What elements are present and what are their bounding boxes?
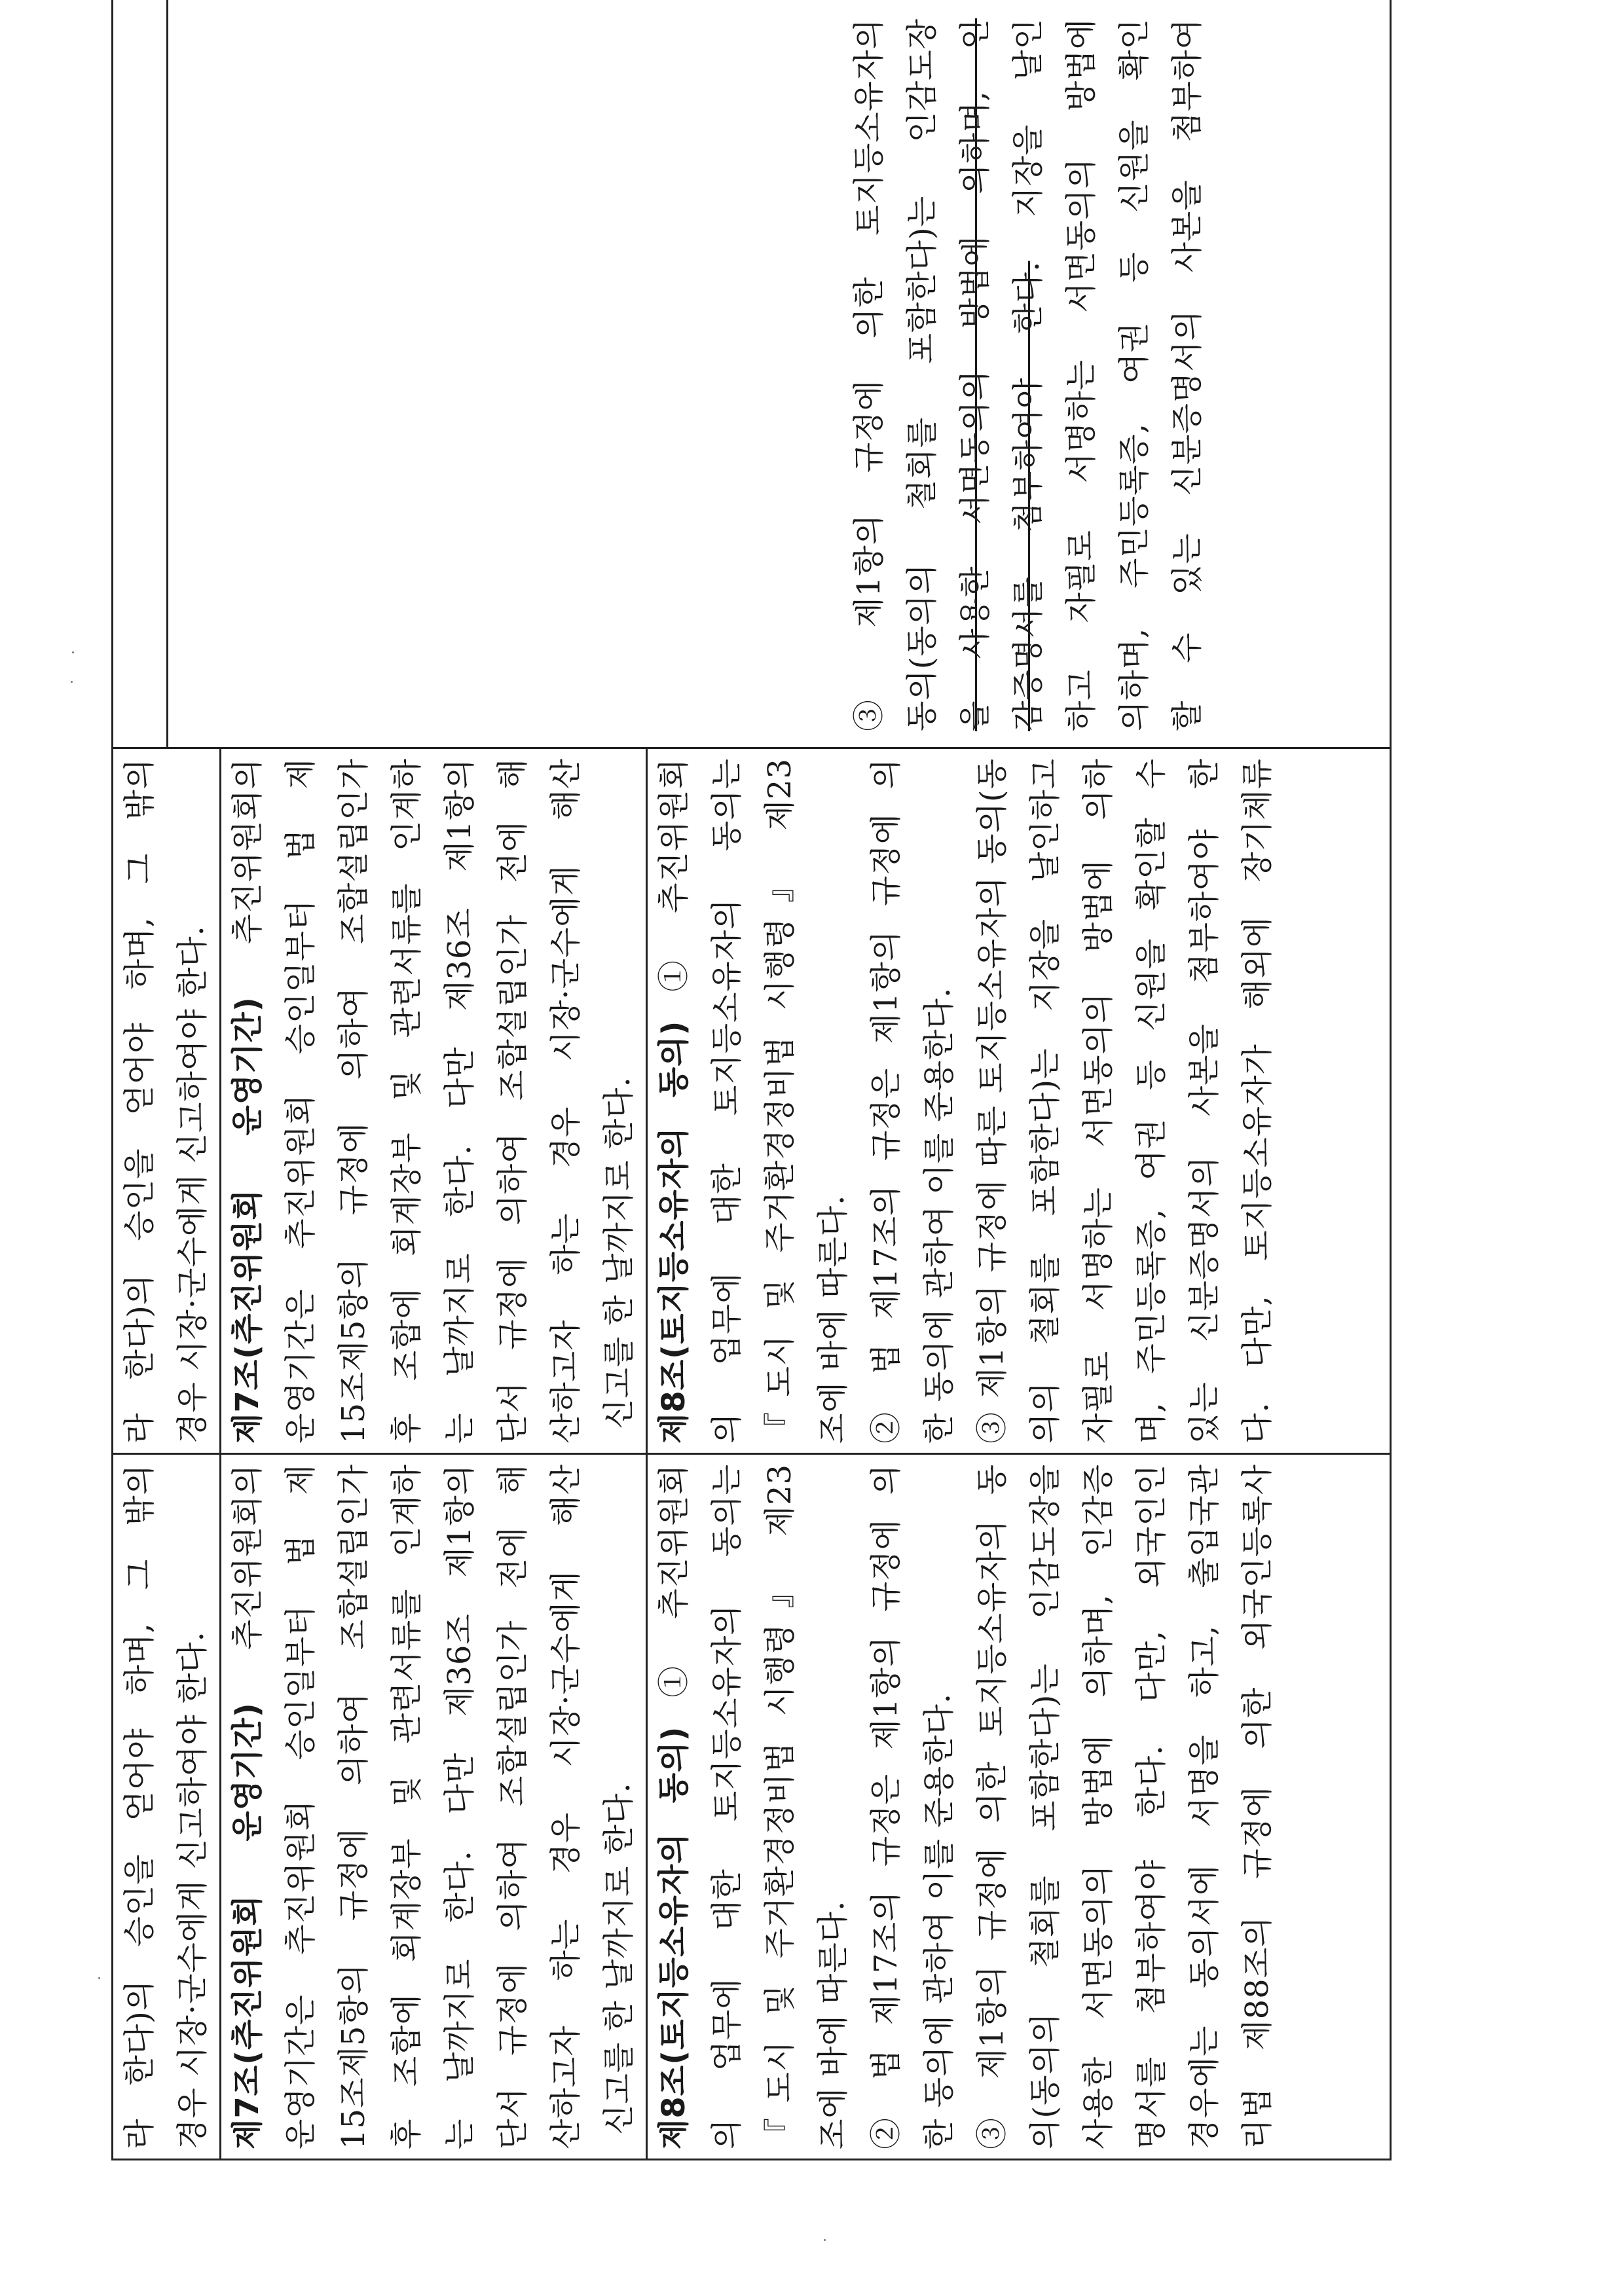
text-line: 후 조합에 회계장부 및 관련서류를 인계하 xyxy=(388,1464,425,2149)
cell-row1-col1 xyxy=(113,1455,219,2159)
text-line: 리법 제88조의 규정에 의한 외국인등록사 xyxy=(1239,1464,1276,2149)
article-heading: 제8조(토지등소유자의 동의) xyxy=(655,1020,692,1444)
text-line: 조에 바에 따른다. xyxy=(815,1900,851,2149)
article-heading-line xyxy=(221,758,274,1444)
deleted-text: 을 사용한 서면동의의 방법에 의하며, 인 xyxy=(957,18,993,731)
text-line: 명서를 첨부하여야 한다. 다만, 외국인인 xyxy=(1133,1464,1170,2149)
text-line: 자필로 서명하는 서면동의의 방법에 의하 xyxy=(1080,758,1116,1444)
text-line: 산하고자 하는 경우 시장·군수에게 해산 xyxy=(547,1464,584,2149)
text-line: 후 조합에 회계장부 및 관련서류를 인계하 xyxy=(388,758,425,1444)
text-line: 있는 신분증명서의 사본을 첨부하여야 한 xyxy=(1186,758,1223,1444)
text-line: 단서 규정에 의하여 조합설립인가 전에 해 xyxy=(494,758,531,1444)
text-line: 신고를 한 날까지로 한다. xyxy=(600,1076,637,1429)
text-line: 할 수 있는 신분증명서의 사본을 첨부하여 xyxy=(1169,18,1206,731)
text-line: 는 날까지로 한다. 다만 제36조 제1항의 xyxy=(441,758,478,1444)
text-line: ② 법 제17조의 규정은 제1항의 규정에 의 xyxy=(868,1464,904,2149)
text-line: 며, 주민등록증, 여권 등 신원을 확인할 수 xyxy=(1133,758,1170,1444)
text-line: ③ 제1항의 규정에 의한 토지등소유자의 동 xyxy=(974,1464,1010,2149)
cell-top-col3 xyxy=(113,0,166,747)
text-line: 운영기간은 추진위원회 승인일부터 법 제 xyxy=(282,1464,319,2149)
cell-bottom-col3 xyxy=(166,0,1214,747)
text-line: 15조제5항의 규정에 의하여 조합설립인가 xyxy=(335,758,372,1444)
text-line: 의의 철회를 포함한다)는 지장을 날인하고 xyxy=(1027,758,1063,1444)
article-8-amended xyxy=(646,749,1284,1453)
text-line: 조에 바에 따른다. xyxy=(815,1194,851,1444)
text-line: 15조제5항의 규정에 의하여 조합설립인가 xyxy=(335,1464,372,2149)
text-fragment: ① 추진위원회 xyxy=(655,758,692,1021)
text-line: 의(동의의 철회를 포함한다)는 인감도장을 xyxy=(1027,1464,1063,2149)
text-line: 하고 자필로 서명하는 서면동의의 방법에 xyxy=(1063,18,1099,731)
text-line: 라 한다)의 승인을 얻어야 하며, 그 밖의 xyxy=(121,758,158,1444)
text-line: 『도시 및 주거환경정비법 시행령』 제23 xyxy=(762,1464,798,2149)
text-line: 사용한 서면동의의 방법에 의하며, 인감증 xyxy=(1080,1464,1116,2149)
text-fragment: 지장을 날인 xyxy=(1010,18,1046,261)
text-line: 경우에는 동의서에 서명을 하고, 출입국관 xyxy=(1186,1464,1223,2149)
article-8-current xyxy=(646,1455,1284,2159)
article-heading: 제7조(추진위원회 운영기간) xyxy=(229,996,266,1444)
scan-speck xyxy=(71,681,73,683)
article-heading: 제8조(토지등소유자의 동의) xyxy=(655,1726,692,2149)
text-fragment: 추진위원회의 xyxy=(229,758,266,997)
scan-speck xyxy=(98,1977,100,1979)
article-heading-line xyxy=(221,1464,274,2149)
article-7-amended xyxy=(219,749,646,1453)
article-heading: 제7조(추진위원회 운영기간) xyxy=(229,1702,266,2149)
text-line: ② 법 제17조의 규정은 제1항의 규정에 의 xyxy=(868,758,904,1444)
text-line: 단서 규정에 의하여 조합설립인가 전에 해 xyxy=(494,1464,531,2149)
article-7-current xyxy=(219,1455,646,2159)
text-line: 동의(동의의 철회를 포함한다)는 인감도장 xyxy=(904,18,940,731)
text-line: 의 업무에 대한 토지등소유자의 동의는 xyxy=(709,1464,745,2149)
column-amended xyxy=(113,748,1391,1454)
text-line: 한 동의에 관하여 이를 준용한다. xyxy=(921,987,957,1444)
text-line: 의하며, 주민등록증, 여권 등 신원을 확인 xyxy=(1116,18,1153,731)
text-line: ③ 제1항의 규정에 의한 토지등소유자의 xyxy=(851,18,887,731)
scan-speck xyxy=(72,651,74,653)
rotated-comparison-sheet xyxy=(111,0,1392,2160)
text-line xyxy=(1002,18,1055,731)
column-current xyxy=(113,1454,1391,2160)
text-line: ③ 제1항의 규정에 따른 토지등소유자의 동의(동 xyxy=(974,758,1010,1444)
text-line: 는 날까지로 한다. 다만 제36조 제1항의 xyxy=(441,1464,478,2149)
text-line xyxy=(949,18,1002,731)
text-fragment: ① 추진위원회 xyxy=(655,1464,692,1726)
cell-row1-col2 xyxy=(113,749,219,1453)
article-heading-line xyxy=(648,1464,701,2149)
text-line: 운영기간은 추진위원회 승인일부터 법 제 xyxy=(282,758,319,1444)
scan-speck xyxy=(824,2239,826,2241)
text-line: 신고를 한 날까지로 한다. xyxy=(600,1782,637,2135)
text-line: 산하고자 하는 경우 시장·군수에게 해산 xyxy=(547,758,584,1444)
text-line: 라 한다)의 승인을 얻어야 하며, 그 밖의 xyxy=(121,1464,158,2149)
comparison-table xyxy=(111,0,1392,2160)
text-line: 경우 시장·군수에게 신고하여야 한다. xyxy=(174,925,211,1444)
text-line: 한 동의에 관하여 이를 준용한다. xyxy=(921,1692,957,2149)
article-heading-line xyxy=(648,758,701,1444)
column-continued xyxy=(113,0,1391,748)
text-line: 의 업무에 대한 토지등소유자의 동의는 xyxy=(709,758,745,1444)
text-line: 『도시 및 주거환경정비법 시행령』 제23 xyxy=(762,758,798,1444)
text-line: 경우 시장·군수에게 신고하여야 한다. xyxy=(174,1631,211,2149)
text-fragment: 추진위원회의 xyxy=(229,1464,266,1703)
text-line: 다. 다만, 토지등소유자가 해외에 장기체류 xyxy=(1239,758,1276,1444)
deleted-text: 감증명서를 첨부하여야 한다. xyxy=(1010,261,1046,731)
